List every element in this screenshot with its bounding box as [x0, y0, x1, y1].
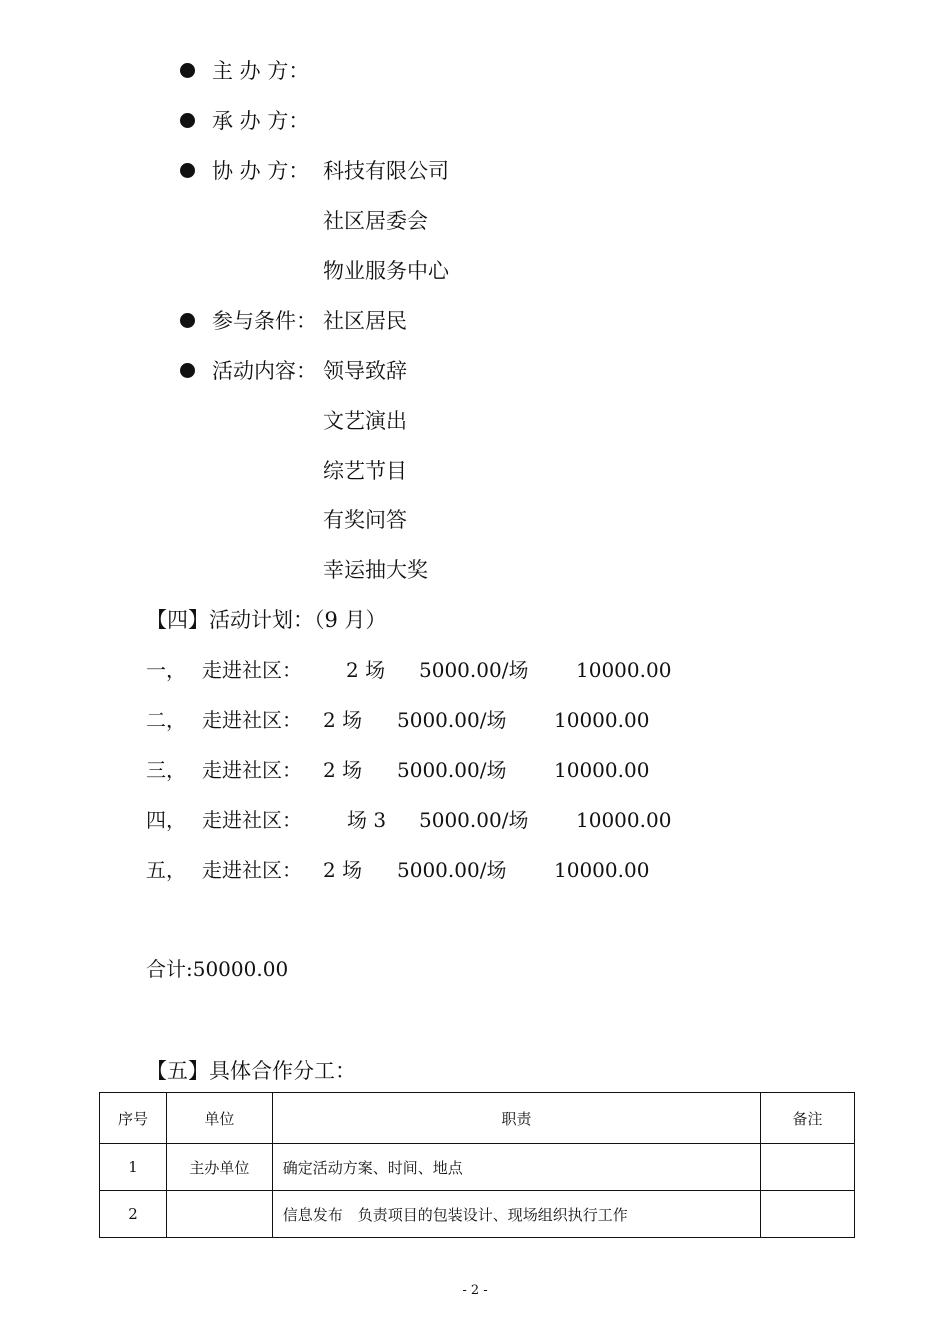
co-organizer-value: 物业服务中心	[323, 259, 449, 283]
header-cell: 职责	[272, 1093, 760, 1144]
plan-index: 二，	[146, 708, 186, 732]
plan-price: 5000.00/场	[397, 708, 507, 732]
plan-price: 5000.00/场	[397, 858, 507, 882]
plan-heading: 【四】活动计划：（9 月）	[146, 608, 387, 632]
table-cell: 2	[100, 1191, 167, 1238]
plan-price: 5000.00/场	[397, 758, 507, 782]
plan-total: 10000.00	[554, 758, 650, 782]
co-organizer-value: 科技有限公司	[323, 159, 449, 183]
plan-count: 2 场	[346, 658, 386, 682]
header-cell: 备注	[761, 1093, 855, 1144]
plan-total: 10000.00	[576, 808, 672, 832]
table-cell	[761, 1144, 855, 1191]
content-value: 文艺演出	[323, 409, 407, 433]
content-value: 有奖问答	[323, 508, 407, 532]
table-cell: 主办单位	[166, 1144, 272, 1191]
table-cell	[166, 1191, 272, 1238]
header-cell: 序号	[100, 1093, 167, 1144]
condition-value: 社区居民	[323, 309, 407, 333]
division-heading: 【五】具体合作分工：	[146, 1059, 356, 1083]
plan-index: 四，	[146, 808, 186, 832]
plan-total: 10000.00	[576, 658, 672, 682]
content-value: 幸运抽大奖	[323, 558, 428, 582]
plan-price: 5000.00/场	[419, 658, 529, 682]
bullet-icon	[180, 363, 195, 378]
plan-count: 2 场	[323, 758, 363, 782]
plan-total: 10000.00	[554, 858, 650, 882]
table-row	[100, 1191, 855, 1238]
table-cell: 1	[100, 1144, 167, 1191]
table-cell: 确定活动方案、时间、地点	[272, 1144, 760, 1191]
content-value: 领导致辞	[323, 359, 407, 383]
plan-count: 2 场	[323, 858, 363, 882]
page-number: - 2 -	[462, 1283, 488, 1298]
organizer-label: 承 办 方：	[212, 109, 310, 133]
table-cell	[761, 1191, 855, 1238]
plan-sum: 合计:50000.00	[146, 957, 289, 981]
table-row	[100, 1144, 855, 1191]
plan-index: 五，	[146, 858, 186, 882]
plan-name: 走进社区：	[202, 858, 302, 882]
header-cell: 单位	[166, 1093, 272, 1144]
content-value: 综艺节目	[323, 459, 407, 483]
co-organizer-label: 协 办 方：	[212, 159, 310, 183]
content-label: 活动内容：	[212, 359, 317, 383]
plan-name: 走进社区：	[202, 808, 302, 832]
plan-count: 场 3	[347, 808, 387, 832]
condition-label: 参与条件：	[212, 309, 317, 333]
bullet-icon	[180, 113, 195, 128]
plan-name: 走进社区：	[202, 708, 302, 732]
plan-name: 走进社区：	[202, 758, 302, 782]
plan-total: 10000.00	[554, 708, 650, 732]
table-header-row	[100, 1093, 855, 1144]
plan-price: 5000.00/场	[419, 808, 529, 832]
division-table	[99, 1092, 855, 1238]
plan-index: 一，	[146, 658, 186, 682]
plan-count: 2 场	[323, 708, 363, 732]
table-cell: 信息发布 负责项目的包装设计、现场组织执行工作	[272, 1191, 760, 1238]
bullet-icon	[180, 163, 195, 178]
bullet-icon	[180, 313, 195, 328]
plan-index: 三，	[146, 758, 186, 782]
co-organizer-value: 社区居委会	[323, 209, 428, 233]
bullet-icon	[180, 63, 195, 78]
host-label: 主 办 方：	[212, 59, 310, 83]
plan-name: 走进社区：	[202, 658, 302, 682]
